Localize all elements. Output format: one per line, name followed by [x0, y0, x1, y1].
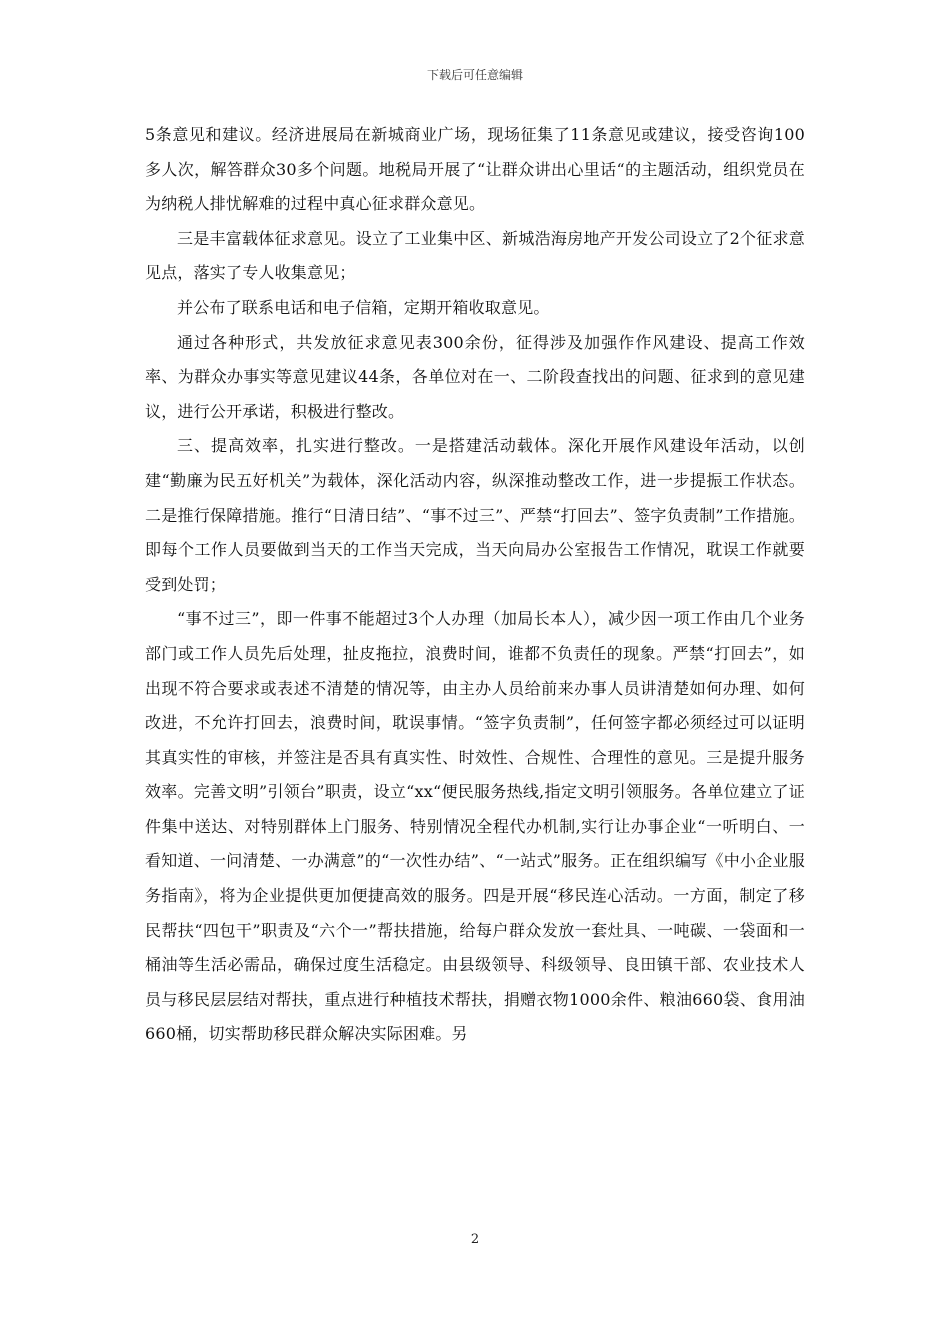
paragraph-2: 三是丰富载体征求意见。设立了工业集中区、新城浩海房地产开发公司设立了2个征求意见点，落实了专人收集意见； — [145, 228, 805, 283]
paragraph-1: 5条意见和建议。经济进展局在新城商业广场，现场征集了11条意见或建议，接受咨询100多人次，解答群众30多个问题。地税局开展了“让群众讲出心里话“的主题活动，组织党员在为纳税人排忧解难的过程中真心征求群众意见。 — [145, 125, 805, 214]
paragraph-5: 三、提高效率，扎实进行整改。一是搭建活动载体。深化开展作风建设年活动，以创建“勤廉为民五好机关”为载体，深化活动内容，纵深推动整改工作，进一步提振工作状态。二是推行保障措施。推行“日清日结”、“事不过三”、严禁“打回去”、签字负责制”工作措施。即每个工作人员要做到当天的工作当天完成，当天向局办公室报告工作情况，耽误工作就要受到处罚； — [145, 436, 805, 594]
page-number: 2 — [470, 1232, 480, 1247]
paragraph-6: “事不过三”，即一件事不能超过3个人办理（加局长本人），减少因一项工作由几个业务部门或工作人员先后处理，扯皮拖拉，浪费时间，谁都不负责任的现象。严禁“打回去”，如出现不符合要求或表述不清楚的情况等，由主办人员给前来办事人员讲清楚如何办理、如何改进，不允许打回去，浪费时间，耽误事情。“签字负责制”，任何签字都必须经过可以证明其真实性的审核，并签注是否具有真实性、时效性、合规性、合理性的意见。三是提升服务效率。完善文明”引领台”职责，设立“xx“便民服务热线,指定文明引领服务。各单位建立了证件集中送达、对特别群体上门服务、特别情况全程代办机制,实行让办事企业“一听明白、一看知道、一问清楚、一办满意”的“一次性办结”、“一站式”服务。正在组织编写《中小企业服务指南》，将为企业提供更加便捷高效的服务。四是开展“移民连心活动。一方面，制定了移民帮扶“四包干”职责及“六个一”帮扶措施，给每户群众发放一套灶具、一吨碳、一袋面和一桶油等生活必需品，确保过度生活稳定。由县级领导、科级领导、良田镇干部、农业技术人员与移民层层结对帮扶，重点进行种植技术帮扶，捐赠衣物1000余件、粮油660袋、食用油660桶，切实帮助移民群众解决实际困难。另 — [145, 609, 805, 1044]
document-body — [145, 118, 805, 1052]
paragraph-3: 并公布了联系电话和电子信箱，定期开箱收取意见。 — [177, 297, 550, 317]
page-header: 下载后可任意编辑 — [426, 68, 523, 82]
paragraph-4: 通过各种形式，共发放征求意见表300余份，征得涉及加强作作风建设、提高工作效率、为群众办事实等意见建议44条，各单位对在一、二阶段查找出的问题、征求到的意见建议，进行公开承诺，积极进行整改。 — [145, 332, 805, 421]
